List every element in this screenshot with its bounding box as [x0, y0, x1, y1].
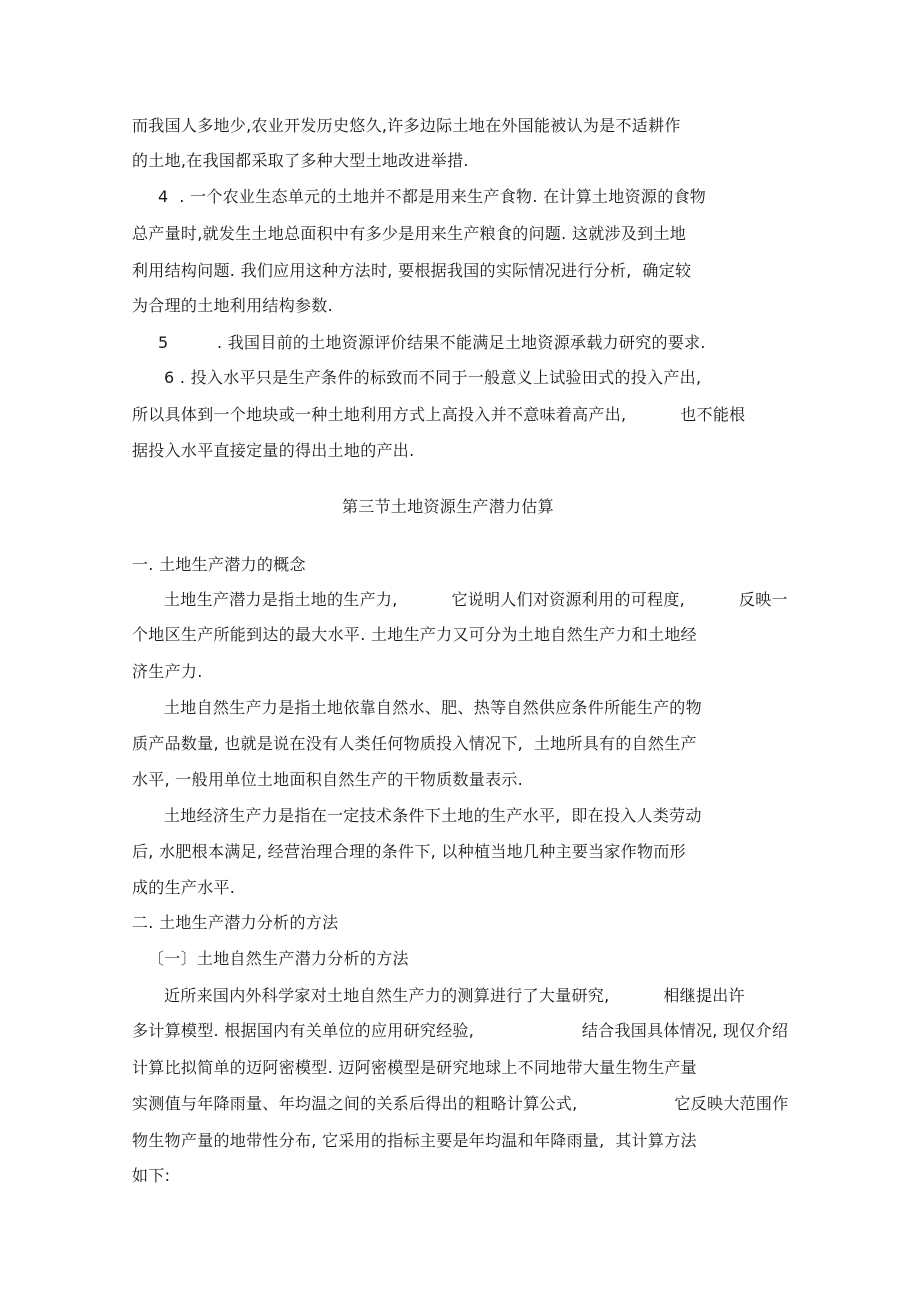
text-line: 近所来国内外科学家对土地自然生产力的测算进行了大量研究, 相继提出许	[164, 986, 745, 1005]
text-line: 为合理的土地利用结构参数.	[132, 296, 333, 315]
text-line: 后, 水肥根本满足, 经营治理合理的条件下, 以种植当地几种主要当家作物而形	[132, 842, 686, 861]
text-line: 质产品数量, 也就是说在没有人类任何物质投入情况下, 土地所具有的自然生产	[132, 734, 697, 753]
text-line: 据投入水平直接定量的得出土地的产出.	[132, 441, 415, 460]
text-line: 成的生产水平.	[132, 878, 236, 897]
text-line: 总产量时,就发生土地总面积中有多少是用来生产粮食的问题. 这就涉及到土地	[132, 224, 687, 243]
text-line: 土地经济生产力是指在一定技术条件下土地的生产水平, 即在投入人类劳动	[164, 806, 702, 825]
text-line: 个地区生产所能到达的最大水平. 土地生产力又可分为土地自然生产力和土地经	[132, 625, 697, 644]
text-line: 济生产力.	[132, 662, 203, 681]
text-line: 而我国人多地少,农业开发历史悠久,许多边际土地在外国能被认为是不适耕作	[132, 116, 681, 135]
text-line: 土地自然生产力是指土地依靠自然水、肥、热等自然供应条件所能生产的物	[164, 698, 702, 717]
text-line: 多计算模型. 根据国内有关单位的应用研究经验, 结合我国具体情况, 现仅介绍	[132, 1021, 789, 1040]
sub-subsection-heading: 〔一〕土地自然生产潜力分析的方法	[148, 949, 409, 968]
text-line: 利用结构问题. 我们应用这种方法时, 要根据我国的实际情况进行分析, 确定较	[132, 261, 692, 280]
text-line: 的土地,在我国都采取了多种大型土地改进举措.	[132, 151, 469, 170]
text-line: 5 . 我国目前的土地资源评价结果不能满足土地资源承载力研究的要求.	[158, 333, 706, 352]
subsection-heading: 二. 土地生产潜力分析的方法	[132, 913, 339, 932]
text-line: 实测值与年降雨量、年均温之间的关系后得出的粗略计算公式, 它反映大范围作	[132, 1094, 789, 1113]
text-line: 计算比拟简单的迈阿密模型. 迈阿密模型是研究地球上不同地带大量生物生产量	[132, 1058, 697, 1077]
text-line: 4 . 一个农业生态单元的土地并不都是用来生产食物. 在计算土地资源的食物	[158, 187, 707, 206]
section-title: 第三节土地资源生产潜力估算	[342, 497, 554, 516]
text-line: 如下:	[132, 1166, 171, 1185]
text-line: 6 . 投入水平只是生产条件的标致而不同于一般意义上试验田式的投入产出,	[164, 368, 702, 387]
text-line: 物生物产量的地带性分布, 它采用的指标主要是年均温和年降雨量, 其计算方法	[132, 1131, 697, 1150]
text-line: 所以具体到一个地块或一种土地利用方式上高投入并不意味着高产出, 也不能根	[132, 405, 746, 424]
text-line: 土地生产潜力是指土地的生产力, 它说明人们对资源利用的可程度, 反映一	[164, 590, 788, 609]
subsection-heading: 一. 土地生产潜力的概念	[132, 555, 306, 574]
text-line: 水平, 一般用单位土地面积自然生产的干物质数量表示.	[132, 770, 524, 789]
